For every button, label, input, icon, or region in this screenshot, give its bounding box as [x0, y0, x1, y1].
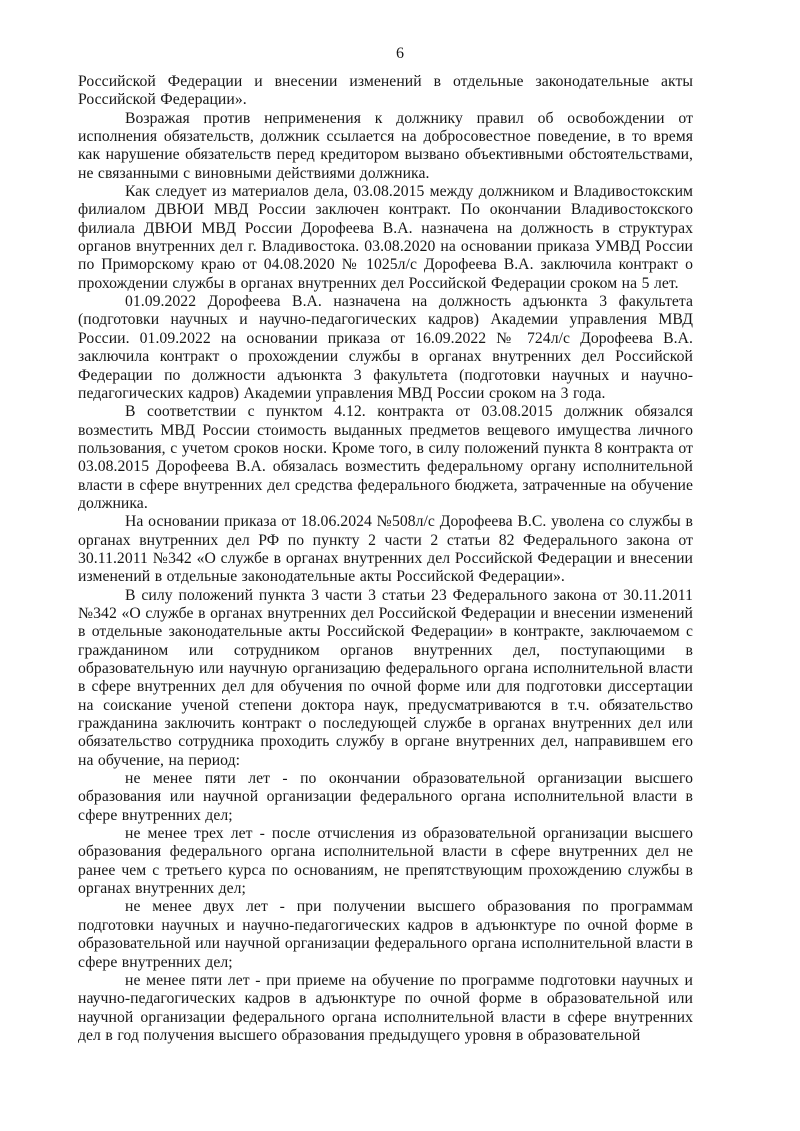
document-body — [78, 73, 693, 1045]
paragraph: не менее двух лет - при получении высшего образования по программам подготовки научных и научно-педагогических кадров в адъюнктуре по очной форме в образовательной или научной организации федерального органа исполнительной власти в сфере внутренних дел; — [78, 898, 693, 971]
paragraph: Российской Федерации и внесении изменений в отдельные законодательные акты Российской Федерации». — [78, 73, 693, 109]
paragraph: не менее трех лет - после отчисления из образовательной организации высшего образования федерального органа исполнительной власти в сфере внутренних дел не ранее чем с третьего курса по основаниям, не препятствующим прохождению службы в органах внутренних дел; — [78, 825, 693, 898]
paragraph: Как следует из материалов дела, 03.08.2015 между должником и Владивостокским филиалом ДВЮИ МВД России заключен контракт. По окончании Владивостокского филиала ДВЮИ МВД России Дорофеева В.А. назначена на должность в структурах органов внутренних дел г. Владивостока. 03.08.2020 на основании приказа УМВД России по Приморскому краю от 04.08.2020 № 1025л/с Дорофеева В.А. заключила контракт о прохождении службы в органах внутренних дел Российской Федерации сроком на 5 лет. — [78, 183, 693, 292]
paragraph: В соответствии с пунктом 4.12. контракта от 03.08.2015 должник обязался возместить МВД России стоимость выданных предметов вещевого имущества личного пользования, с учетом сроков носки. Кроме того, в силу положений пункта 8 контракта от 03.08.2015 Дорофеева В.А. обязалась возместить федеральному органу исполнительной власти в сфере внутренних дел средства федерального бюджета, затраченные на обучение должника. — [78, 403, 693, 512]
page-number — [0, 44, 800, 63]
paragraph: Возражая против неприменения к должнику правил об освобождении от исполнения обязательств, должник ссылается на добросовестное поведение, в то время как нарушение обязательств перед кредитором вызвано объективными обстоятельствами, не связанными с виновными действиями должника. — [78, 109, 693, 182]
paragraph: На основании приказа от 18.06.2024 №508л/с Дорофеева В.С. уволена со службы в органах внутренних дел РФ по пункту 2 части 2 статьи 82 Федерального закона от 30.11.2011 №342 «О службе в органах внутренних дел Российской Федерации и внесении изменений в отдельные законодательные акты Российской Федерации». — [78, 513, 693, 586]
page-number-text: 6 — [396, 45, 404, 62]
paragraph: не менее пяти лет - по окончании образовательной организации высшего образования или научной организации федерального органа исполнительной власти в сфере внутренних дел; — [78, 770, 693, 824]
paragraph: В силу положений пункта 3 части 3 статьи 23 Федерального закона от 30.11.2011 №342 «О службе в органах внутренних дел Российской Федерации и внесении изменений в отдельные законодательные акты Российской Федерации» в контракте, заключаемом с гражданином или сотрудником органов внутренних дел, поступающими в образовательную или научную организацию федерального органа исполнительной власти в сфере внутренних дел для обучения по очной форме или для подготовки диссертации на соискание ученой степени доктора наук, предусматриваются в т.ч. обязательство гражданина заключить контракт о последующей службе в органах внутренних дел или обязательство сотрудника проходить службу в органе внутренних дел, направившем его на обучение, на период: — [78, 586, 693, 769]
paragraph: 01.09.2022 Дорофеева В.А. назначена на должность адъюнкта 3 факультета (подготовки научных и научно-педагогических кадров) Академии управления МВД России. 01.09.2022 на основании приказа от 16.09.2022 № 724л/с Дорофеева В.А. заключила контракт о прохождении службы в органах внутренних дел Российской Федерации по должности адъюнкта 3 факультета (подготовки научных и научно-педагогических кадров) Академии управления МВД России сроком на 3 года. — [78, 293, 693, 402]
paragraph: не менее пяти лет - при приеме на обучение по программе подготовки научных и научно-педагогических кадров в адъюнктуре по очной форме в образовательной или научной организации федерального органа исполнительной власти в сфере внутренних дел в год получения высшего образования предыдущего уровня в образовательной — [78, 971, 693, 1044]
